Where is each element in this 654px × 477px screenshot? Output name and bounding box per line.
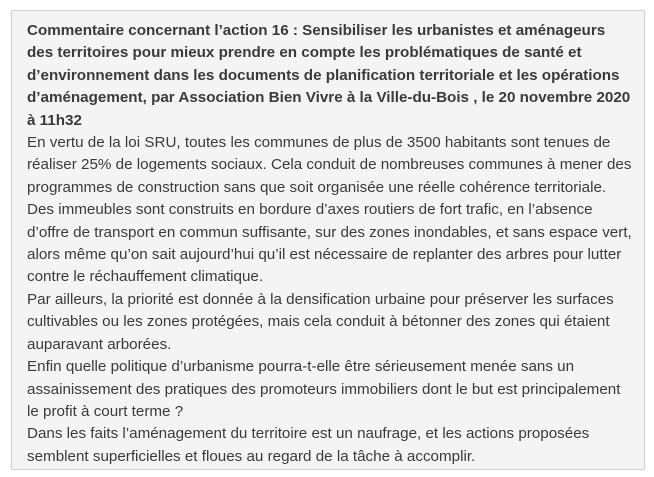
comment-title: Commentaire concernant l’action 16 : Sensibiliser les urbanistes et aménageurs des territoires pour mieux prendre en compte les problématiques de santé et d’environnement dans les documents de planification territoriale et les opérations d’aménagement, par Association Bien Vivre à la Ville-du-Bois , le 20 novembre 2020 à 11h32 [27,22,631,129]
comment-paragraph: Par ailleurs, la priorité est donnée à la densification urbaine pour préserver les surfaces cultivables ou les zones protégées, mais cela conduit à bétonner des zones qui étaient auparavant arborées. [27,290,614,353]
comment-body [27,132,635,468]
comment-paragraph: Enfin quelle politique d’urbanisme pourra-t-elle être sérieusement menée sans un assainissement des pratiques des promoteurs immobiliers dont le but est principalement le profit à court terme ? [27,358,621,420]
comment-paragraph: Dans les faits l’aménagement du territoire est un naufrage, et les actions proposées semblent superficielles et floues au regard de la tâche à accomplir. [27,425,590,465]
comment-paragraph: En vertu de la loi SRU, toutes les communes de plus de 3500 habitants sont tenues de réaliser 25% de logements sociaux. Cela conduit de nombreuses communes à mener des programmes de construction sans que soit organisée une réelle cohérence territoriale. Des immeubles sont construits en bordure d’axes routiers de fort trafic, en l’absence d’offre de transport en commun suffisante, sur des zones inondables, et sans espace vert, alors même qu’on sait aujourd’hui qu’il est nécessaire de replanter des arbres pour lutter contre le réchauffement climatique. [27,134,632,286]
comment-card [11,10,645,470]
